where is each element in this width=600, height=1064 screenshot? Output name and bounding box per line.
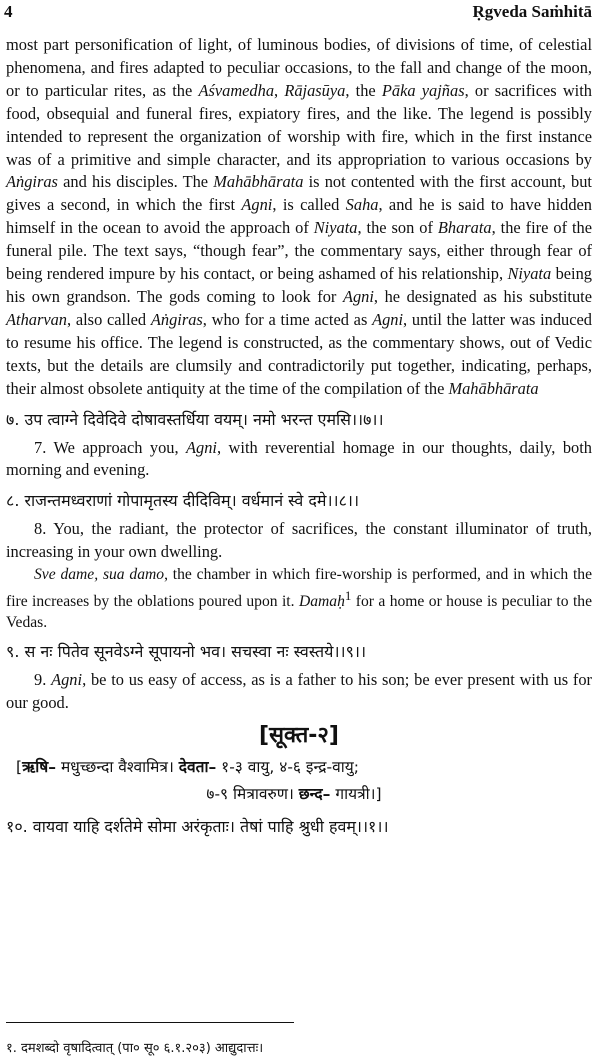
sukta-metadata-line-2: ७-९ मित्रावरुण। छन्द– गायत्री।] <box>206 785 382 804</box>
footnote-rule <box>6 1022 294 1023</box>
verse-8-note: Sve dame, sua damo, the chamber in which fire-worship is performed, and in which the fire increases by the oblations poured upon it. Damaḥ$^1$ for a home or house is peculiar to the Vedas. <box>6 566 593 632</box>
sukta-metadata-line-1: [ऋषि– मधुच्छन्दा वैश्वामित्र। देवता– १-३ वायु, ४-६ इन्द्र-वायु; <box>16 758 359 777</box>
page-number: 4 <box>4 2 13 21</box>
verse-7-sanskrit: ७. उप त्वाग्ने दिवेदिवे दोषावस्तर्धिया वयम्। नमो भरन्त एमसि।।७।। <box>6 409 384 429</box>
verse-8-translation: 8. You, the radiant, the protector of sacrifices, the constant illuminator of truth, increasing in your own dwelling. <box>6 519 592 562</box>
verse-8-sanskrit: ८. राजन्तमध्वराणां गोपामृतस्य दीदिविम्। वर्धमानं स्वे दमे।।८।। <box>6 491 360 511</box>
sukta-metadata <box>6 754 592 808</box>
commentary-paragraph: most part personification of light, of luminous bodies, of divisions of time, of celestial phenomena, and fires adapted to peculiar occasions, to the fall and change of the moon, or to particular rites, as the Aśvamedha, Rājasūya, the Pāka yajñas, or sacrifices with food, obsequial and funeral fires, expiatory fires, and the like. The legend is possibly intended to represent the organization of worship with fire, which in the first instance was of a primitive and simple character, and its appropriation to various occasions by Aṅgiras and his disciples. The Mahābhārata is not contented with the first account, but gives a second, in which the first Agni, is called Saha, and he is said to have hidden himself in the ocean to avoid the approach of Niyata, the son of Bharata, the fire of the funeral pile. The text says, “though fear”, the commentary says, either through fear of being rendered impure by his contact, or being ashamed of his relationship, Niyata being his own grandson. The gods coming to look for Agni, he designated as his substitute Atharvan, also called Aṅgiras, who for a time acted as Agni, until the latter was induced to resume his office. The legend is constructed, as the commentary shows, out of Vedic texts, but the details are clumsily and contradictorily put together, indicating, perhaps, their almost obsolete antiquity at the time of the compilation of the Mahābhārata <box>6 35 593 398</box>
running-title: Ṛgveda Saṁhitā <box>472 2 592 21</box>
page-body <box>6 34 592 844</box>
verse-9-translation: 9. Agni, be to us easy of access, as is a father to his son; be ever present with us for our good. <box>6 670 592 713</box>
verse-7-translation: 7. We approach you, Agni, with reverential homage in our thoughts, daily, both morning and evening. <box>6 437 592 480</box>
sukta-heading: [सूक्त-२] <box>259 723 339 749</box>
page-header <box>4 2 592 24</box>
verse-9-sanskrit: ९. स नः पितेव सूनवेऽग्ने सूपायनो भव। सचस्वा नः स्वस्तये।।९।। <box>6 642 367 662</box>
footnote: १. दमशब्दो वृषादित्वात् (पा० सू० ६.१.२०३) आद्युदात्तः। <box>6 1041 264 1056</box>
verse-10-sanskrit: १०. वायवा याहि दर्शतेमे सोमा अरंकृताः। तेषां पाहि श्रुधी हवम्।।१।। <box>6 817 389 837</box>
footnote-marker: 1 <box>344 588 352 604</box>
